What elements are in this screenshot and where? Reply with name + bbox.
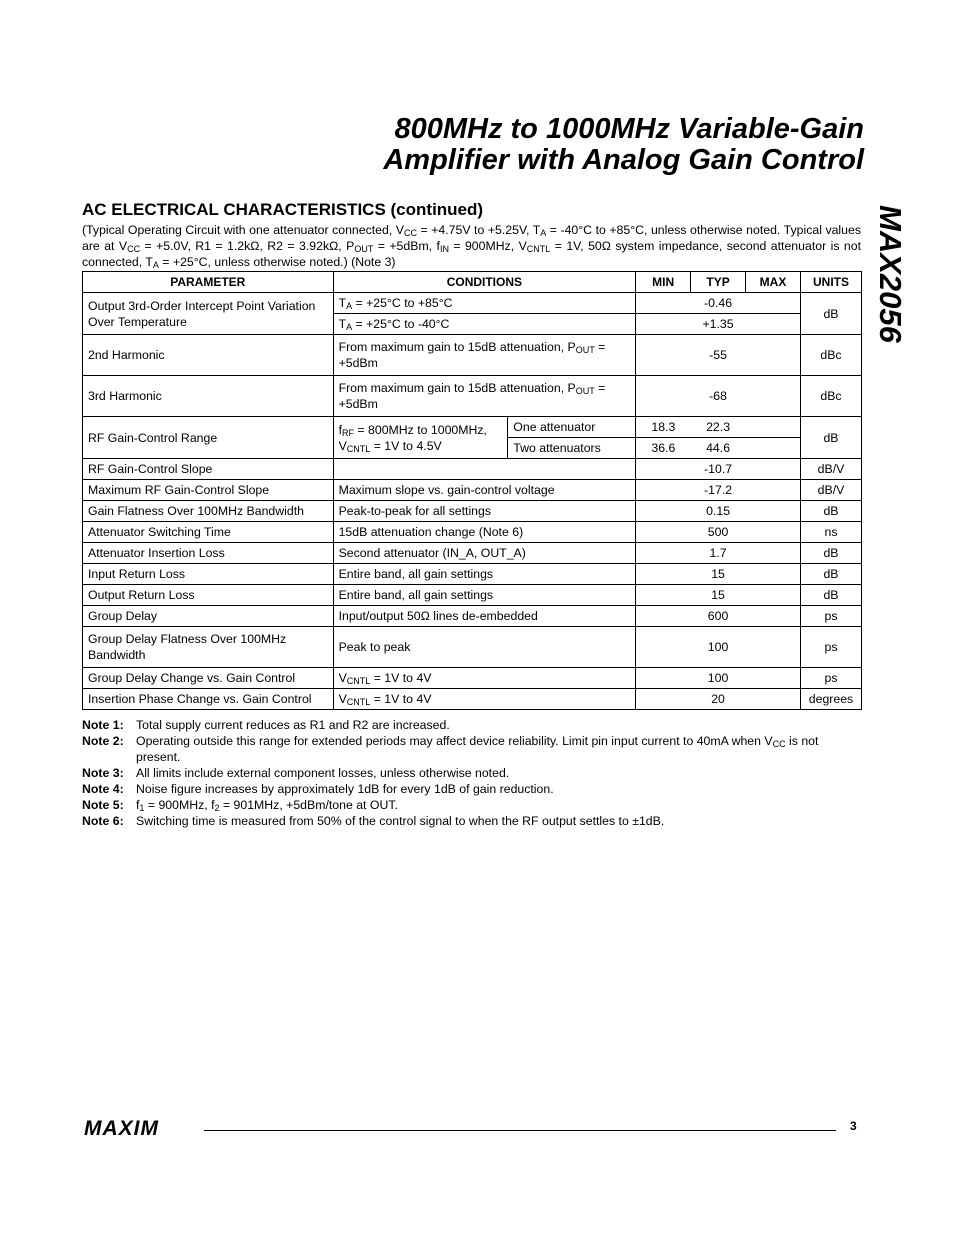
conditions-cell [333,417,508,459]
section-title: AC ELECTRICAL CHARACTERISTICS (continued) [82,200,484,219]
conditions-cell [333,314,636,335]
table-row [83,668,862,689]
note-text-part: = 900MHz, f [144,798,215,812]
note-item [82,797,862,813]
table-row [83,689,862,710]
conditions-cell: Entire band, all gain settings [333,564,636,585]
param-cell: Attenuator Switching Time [83,522,334,543]
cond-sub: OUT [575,345,595,355]
typ-cell: +1.35 [636,314,801,335]
intro-sub: CC [404,228,417,238]
title-line-1: 800MHz to 1000MHz Variable-Gain [394,113,864,145]
header-min: MIN [636,272,691,293]
param-cell: Output Return Loss [83,585,334,606]
conditions-cell [333,293,636,314]
note-label: Note 4: [82,782,124,796]
intro-sub: OUT [354,244,374,254]
note-text-part: f [136,798,140,812]
typ-cell: 44.6 [691,438,746,459]
intro-text: = +5dBm, f [373,239,440,253]
header-conditions: CONDITIONS [333,272,636,293]
subcondition-cell: Two attenuators [508,438,636,459]
typ-cell: 100 [636,627,801,668]
subcondition-cell: One attenuator [508,417,636,438]
conditions-cell: Peak to peak [333,627,636,668]
units-cell: dB [800,293,861,335]
maxim-logo [84,1118,194,1138]
cond-sub: CNTL [346,443,371,454]
note-label: Note 6: [82,814,124,828]
typ-cell: 15 [636,585,801,606]
cond-text: = +5dBm [338,381,606,411]
conditions-cell: Input/output 50Ω lines de-embedded [333,606,636,627]
typ-cell: 15 [636,564,801,585]
conditions-cell [333,335,636,376]
note-item [82,813,862,829]
note-text: Total supply current reduces as R1 and R2 are increased. [136,718,450,732]
intro-text: = +25°C, unless otherwise noted.) (Note 3) [158,255,396,269]
table-row [83,585,862,606]
intro-text: = 900MHz, V [448,239,527,253]
typ-cell: 100 [636,668,801,689]
intro-sub: CC [127,244,141,254]
table-row [83,627,862,668]
intro-text: = +4.75V to +5.25V, T [417,223,541,237]
min-cell: 18.3 [636,417,691,438]
param-cell: Input Return Loss [83,564,334,585]
typ-cell: -10.7 [636,459,801,480]
cond-sub: RF [342,427,354,438]
typ-cell: 600 [636,606,801,627]
note-sub: 2 [214,803,220,813]
cond-text: = +25°C to -40°C [352,317,450,331]
table-header-row [83,272,862,293]
min-cell: 36.6 [636,438,691,459]
note-label: Note 1: [82,718,124,732]
header-max: MAX [746,272,801,293]
table-row [83,606,862,627]
note-text: Noise figure increases by approximately 1dB for every 1dB of gain reduction. [136,782,554,796]
conditions-cell [333,668,636,689]
cond-text: From maximum gain to 15dB attenuation, P [338,381,576,395]
units-cell: dB/V [800,480,861,501]
side-part-number-text: MAX2056 [873,205,908,343]
table-row [83,417,862,438]
typ-cell: 500 [636,522,801,543]
table-row [83,459,862,480]
note-item [82,765,862,781]
note-text-part: = 901MHz, +5dBm/tone at OUT. [219,798,398,812]
cond-text: V [338,692,347,706]
intro-text: = 1V, 50Ω system impedance, second attenuator is not connected, T [82,239,861,269]
cond-text: = +25°C to +85°C [352,296,453,310]
table-row [83,335,862,376]
maxim-logo-text: MAXIM [84,1118,159,1138]
note-label: Note 2: [82,734,124,748]
units-cell: dB [800,543,861,564]
header-typ: TYP [691,272,746,293]
table-row [83,543,862,564]
units-cell: dB [800,417,861,459]
table-row [83,376,862,417]
note-item [82,733,862,765]
note-item [82,717,862,733]
typ-cell: 1.7 [636,543,801,564]
page-title [240,114,864,176]
param-cell: Group Delay Flatness Over 100MHz Bandwidth [83,627,334,668]
units-cell: dB [800,585,861,606]
typ-cell: -17.2 [636,480,801,501]
typ-cell: -55 [636,335,801,376]
title-line-2: Amplifier with Analog Gain Control [383,144,864,176]
conditions-intro [82,222,861,270]
cond-text: = +5dBm [338,340,606,370]
intro-sub: CNTL [526,244,551,254]
max-cell [746,438,801,459]
intro-sub: IN [439,244,449,254]
max-cell [746,417,801,438]
param-cell: Insertion Phase Change vs. Gain Control [83,689,334,710]
conditions-cell: 15dB attenuation change (Note 6) [333,522,636,543]
cond-sub: A [346,301,353,311]
typ-cell: 20 [636,689,801,710]
param-cell: 2nd Harmonic [83,335,334,376]
cond-sub: A [346,322,353,332]
side-part-number [868,205,914,365]
param-cell: 3rd Harmonic [83,376,334,417]
note-sub: CC [772,739,786,749]
note-text-part: Operating outside this range for extended periods may affect device reliability. Limit pin input current to 40mA when V [136,734,773,748]
param-cell: RF Gain-Control Slope [83,459,334,480]
intro-text: = +5.0V, R1 = 1.2kΩ, R2 = 3.92kΩ, P [140,239,355,253]
param-cell: Output 3rd-Order Intercept Point Variation Over Temperature [83,293,334,335]
units-cell: dBc [800,376,861,417]
conditions-cell: Peak-to-peak for all settings [333,501,636,522]
cond-text: = 1V to 4V [370,692,432,706]
note-text: All limits include external component losses, unless otherwise noted. [136,766,510,780]
note-text [136,733,862,765]
param-cell: RF Gain-Control Range [83,417,334,459]
intro-text: (Typical Operating Circuit with one attenuator connected, V [82,223,404,237]
note-label: Note 5: [82,798,124,812]
typ-cell: 0.15 [636,501,801,522]
table-row [83,293,862,314]
cond-text: f [338,422,342,437]
cond-text: From maximum gain to 15dB attenuation, P [338,340,576,354]
typ-cell: -68 [636,376,801,417]
cond-text: V [338,671,347,685]
note-text: Switching time is measured from 50% of the control signal to when the RF output settles to ±1dB. [136,814,665,828]
conditions-cell: Maximum slope vs. gain-control voltage [333,480,636,501]
conditions-cell [333,459,636,480]
conditions-cell [333,689,636,710]
cond-text: T [338,317,347,331]
note-label: Note 3: [82,766,124,780]
param-cell: Gain Flatness Over 100MHz Bandwidth [83,501,334,522]
param-cell: Group Delay [83,606,334,627]
units-cell: dB/V [800,459,861,480]
units-cell: ps [800,668,861,689]
ac-characteristics-table [82,271,862,710]
param-cell: Attenuator Insertion Loss [83,543,334,564]
note-text-part: is not present. [136,734,819,764]
note-text [136,797,862,813]
table-row [83,480,862,501]
typ-cell: -0.46 [636,293,801,314]
conditions-cell: Entire band, all gain settings [333,585,636,606]
units-cell: degrees [800,689,861,710]
page-number: 3 [850,1119,857,1133]
intro-text: = -40°C to +85°C, unless otherwise noted. Typical values are at V [82,223,861,253]
param-cell: Maximum RF Gain-Control Slope [83,480,334,501]
note-sub: 1 [139,803,145,813]
table-row [83,522,862,543]
units-cell: ns [800,522,861,543]
note-item [82,781,862,797]
intro-sub: A [540,228,547,238]
param-cell: Group Delay Change vs. Gain Control [83,668,334,689]
notes [82,717,862,829]
cond-text: = 1V to 4.5V [370,438,442,453]
typ-cell: 22.3 [691,417,746,438]
header-parameter: PARAMETER [83,272,334,293]
cond-text: = 1V to 4V [370,671,432,685]
conditions-cell [333,376,636,417]
cond-sub: OUT [575,386,595,396]
units-cell: dB [800,564,861,585]
cond-text: T [338,296,347,310]
conditions-cell: Second attenuator (IN_A, OUT_A) [333,543,636,564]
header-units: UNITS [800,272,861,293]
cond-text: = 800MHz to 1000MHz, V [338,422,487,453]
units-cell: ps [800,627,861,668]
table-row [83,564,862,585]
cond-sub: CNTL [346,697,371,707]
units-cell: dB [800,501,861,522]
footer-rule [204,1130,836,1131]
intro-sub: A [152,260,159,270]
units-cell: dBc [800,335,861,376]
cond-sub: CNTL [346,676,371,686]
units-cell: ps [800,606,861,627]
table-row [83,501,862,522]
